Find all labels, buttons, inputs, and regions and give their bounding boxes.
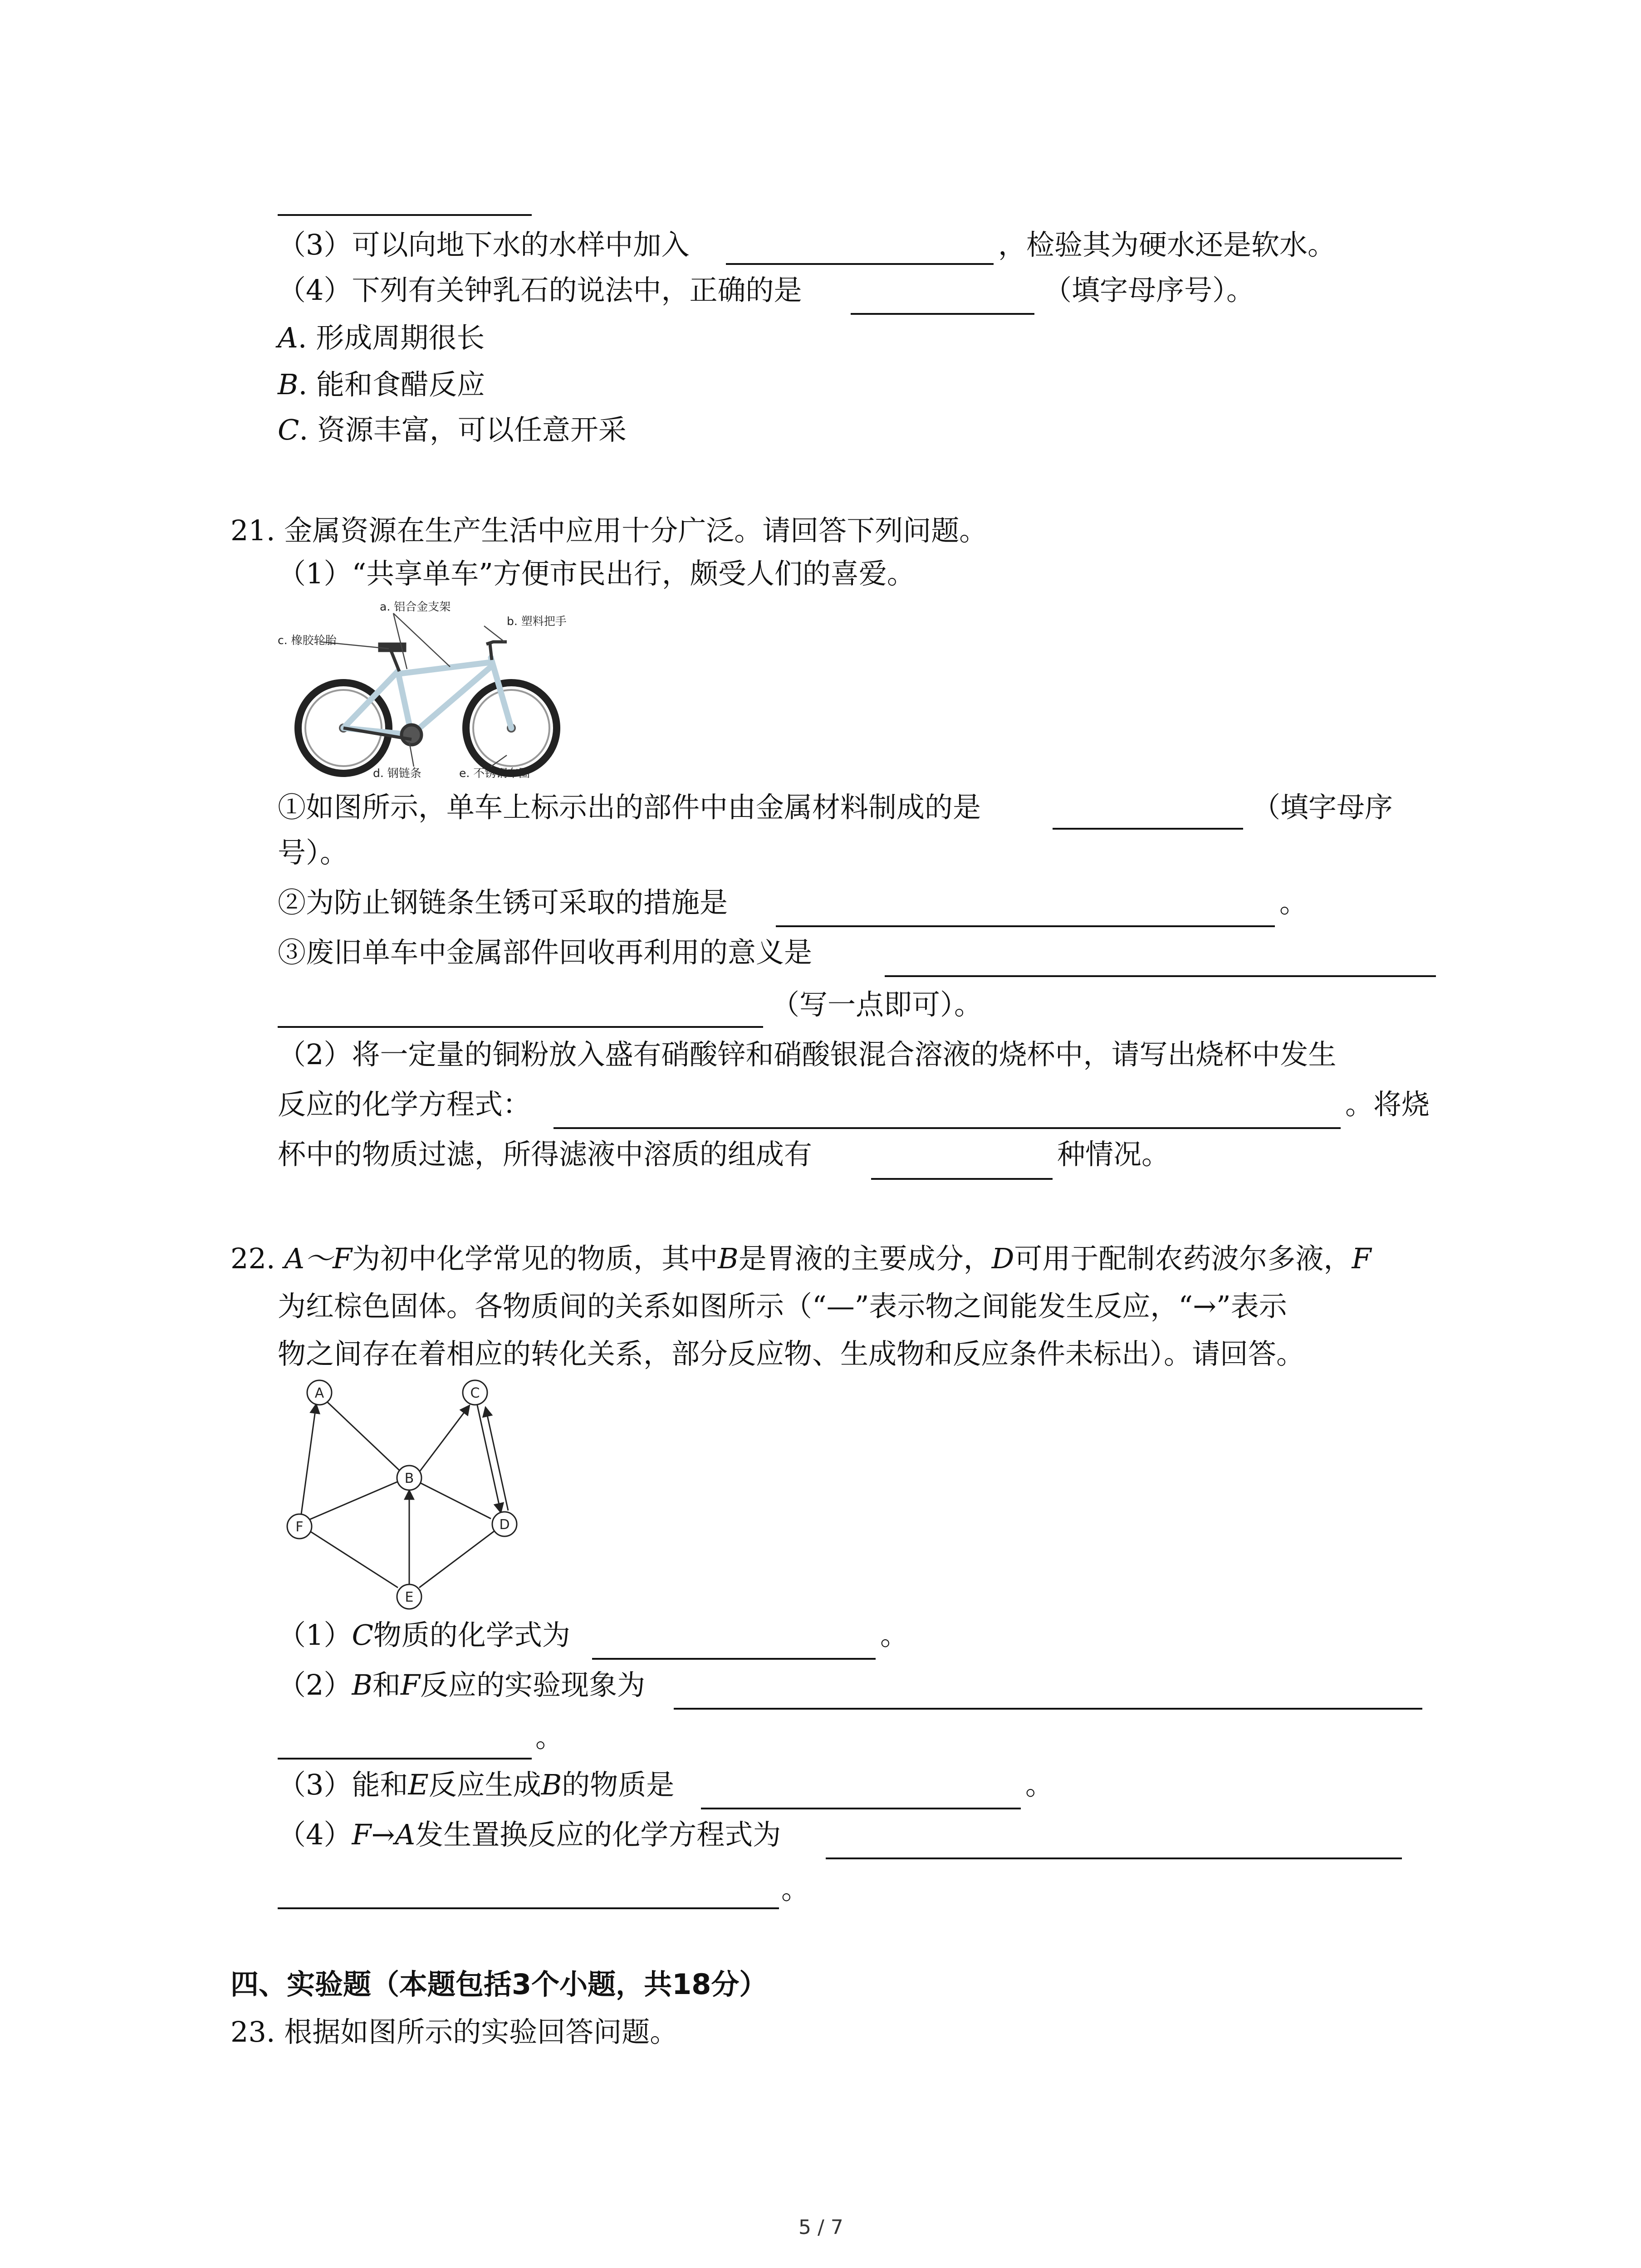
q22-part3-tail: 。 (1025, 1768, 1054, 1801)
q22-part4-tail: 。 (781, 1872, 810, 1906)
q22-part3-text-1: （3）能和 (278, 1768, 408, 1801)
node-b-label: B (404, 1471, 414, 1486)
q22-part2-text: 反应的实验现象为 (420, 1668, 646, 1701)
q21-stem: 21. 金属资源在生产生活中应用十分广泛。请回答下列问题。 (230, 514, 988, 547)
q22-text-1: 为初中化学常见的物质，其中 (352, 1242, 718, 1275)
q21-sub1-tail: （填字母序 (1252, 791, 1393, 824)
q20-part3-line (278, 227, 689, 263)
q21-sub2-tail: 。 (1279, 886, 1308, 919)
q21-part2-line3-tail: 种情况。 (1057, 1138, 1170, 1171)
option-b (278, 367, 485, 403)
q22-stem-line3: 物之间存在着相应的转化关系，部分反应物、生成物和反应条件未标出）。请回答。 (278, 1337, 1305, 1370)
node-d-label: D (499, 1517, 510, 1533)
edge-b-d (419, 1482, 491, 1519)
relation-diagram (278, 1374, 541, 1610)
q20-part3-blank[interactable] (726, 263, 994, 265)
q22-part1-blank[interactable] (592, 1658, 876, 1660)
q22-var-f: F (1352, 1242, 1372, 1275)
q22-part3-blank[interactable] (701, 1808, 1021, 1809)
q21-sub3: ③废旧单车中金属部件回收再利用的意义是 (278, 936, 813, 969)
q22-part2 (278, 1667, 645, 1703)
bike-frame (343, 658, 511, 735)
q21-sub3-tail: （写一点即可）。 (771, 988, 983, 1021)
edge-f-e (309, 1531, 398, 1588)
q21-part2-line2-tail: 。将烧 (1345, 1088, 1430, 1121)
q22-part1-var: C (352, 1618, 373, 1652)
bike-label-a: a. 铝合金支架 (380, 600, 451, 613)
q22-part4 (278, 1817, 781, 1853)
q20-part3-text: （3）可以向地下水的水样中加入 (278, 228, 690, 261)
q21-part2-line2: 反应的化学方程式： (278, 1088, 531, 1121)
q20-part3-tail: ，检验其为硬水还是软水。 (998, 228, 1336, 261)
node-c-label: C (470, 1385, 480, 1401)
q22-text-3: 可用于配制农药波尔多液， (1014, 1242, 1352, 1275)
q22-part3-var-e: E (408, 1768, 429, 1801)
q22-part4-num: （4） (278, 1818, 352, 1851)
bike-label-e: e. 不锈钢车圈 (459, 767, 530, 780)
node-e-label: E (405, 1589, 414, 1605)
q22-part4-blank-1[interactable] (826, 1857, 1402, 1859)
q22-part3 (278, 1767, 674, 1803)
answer-blank-prev[interactable] (278, 214, 532, 216)
q22-part2-and: 和 (372, 1668, 401, 1701)
page-number: 5 / 7 (798, 2216, 843, 2239)
q22-part2-tail: 。 (535, 1721, 564, 1754)
q21-sub1-blank[interactable] (1053, 828, 1243, 830)
q21-equation-blank[interactable] (554, 1127, 1341, 1129)
q22-var-d: D (991, 1242, 1014, 1275)
q22-part3-var-b: B (541, 1768, 562, 1801)
q20-part4-text: （4）下列有关钟乳石的说法中，正确的是 (278, 274, 802, 307)
q22-part2-num: （2） (278, 1668, 352, 1701)
edge-f-b (309, 1481, 399, 1520)
q22-part2-var-f: F (401, 1668, 421, 1701)
q23-stem: 23. 根据如图所示的实验回答问题。 (230, 2015, 678, 2048)
q22-part4-blank-2[interactable] (278, 1907, 779, 1909)
option-a (278, 320, 485, 356)
section-heading: 四、实验题（本题包括3个小题，共18分） (230, 1968, 768, 2001)
option-c-letter: C (278, 413, 299, 446)
option-b-text: . 能和食醋反应 (298, 368, 485, 401)
bike-label-d: d. 钢链条 (373, 767, 421, 780)
q21-part1: （1）“共享单车”方便市民出行，颇受人们的喜爱。 (278, 557, 915, 590)
q22-part3-text-3: 的物质是 (562, 1768, 675, 1801)
q21-sub3-blank-2[interactable] (278, 1026, 763, 1028)
option-a-letter: A (278, 321, 298, 354)
q22-part4-var: F→A (352, 1818, 416, 1851)
q22-stem-line1 (230, 1241, 1371, 1277)
q21-sub1-cont: 号）。 (278, 836, 348, 869)
option-c (278, 412, 627, 448)
q22-var-b: B (718, 1242, 739, 1275)
q22-part3-text-2: 反应生成 (428, 1768, 541, 1801)
option-c-text: . 资源丰富，可以任意开采 (299, 413, 627, 446)
bike-label-b: b. 塑料把手 (507, 615, 567, 628)
edge-b-c (418, 1405, 470, 1473)
q22-part1 (278, 1617, 570, 1653)
q22-part2-var-b: B (352, 1668, 373, 1701)
edge-e-d (419, 1531, 495, 1588)
edge-f-a (301, 1404, 316, 1514)
q20-part4-blank[interactable] (851, 313, 1034, 315)
edge-a-b (323, 1398, 401, 1472)
q22-stem-line2: 为红棕色固体。各物质间的关系如图所示（“—”表示物之间能发生反应，“→”表示 (278, 1290, 1287, 1323)
node-f-label: F (295, 1519, 304, 1535)
q22-number: 22. (230, 1242, 284, 1275)
q21-sub2: ②为防止钢链条生锈可采取的措施是 (278, 886, 728, 919)
option-a-text: . 形成周期很长 (298, 321, 485, 354)
q21-part2-line3: 杯中的物质过滤，所得滤液中溶质的组成有 (278, 1138, 813, 1171)
q20-part4-tail: （填字母序号）。 (1043, 274, 1255, 307)
q21-part2-line1: （2）将一定量的铜粉放入盛有硝酸锌和硝酸银混合溶液的烧杯中，请写出烧杯中发生 (278, 1038, 1337, 1071)
bicycle-figure (278, 599, 604, 780)
q21-sub1: ①如图所示，单车上标示出的部件中由金属材料制成的是 (278, 791, 981, 824)
node-a-label: A (314, 1385, 324, 1401)
q22-part4-text: 发生置换反应的化学方程式为 (415, 1818, 781, 1851)
bike-label-c: c. 橡胶轮胎 (278, 634, 337, 647)
q22-text-2: 是胃液的主要成分， (738, 1242, 992, 1275)
q22-part2-blank-1[interactable] (674, 1708, 1422, 1710)
q22-range: A～F (284, 1242, 353, 1275)
q22-part1-num: （1） (278, 1618, 352, 1652)
q21-sub2-blank[interactable] (776, 925, 1275, 927)
q22-part1-tail: 。 (880, 1618, 909, 1652)
q22-part1-text: 物质的化学式为 (373, 1618, 570, 1652)
q21-count-blank[interactable] (871, 1178, 1053, 1180)
q22-part2-blank-2[interactable] (278, 1758, 532, 1760)
option-b-letter: B (278, 368, 299, 401)
q21-sub3-blank-1[interactable] (885, 975, 1436, 977)
